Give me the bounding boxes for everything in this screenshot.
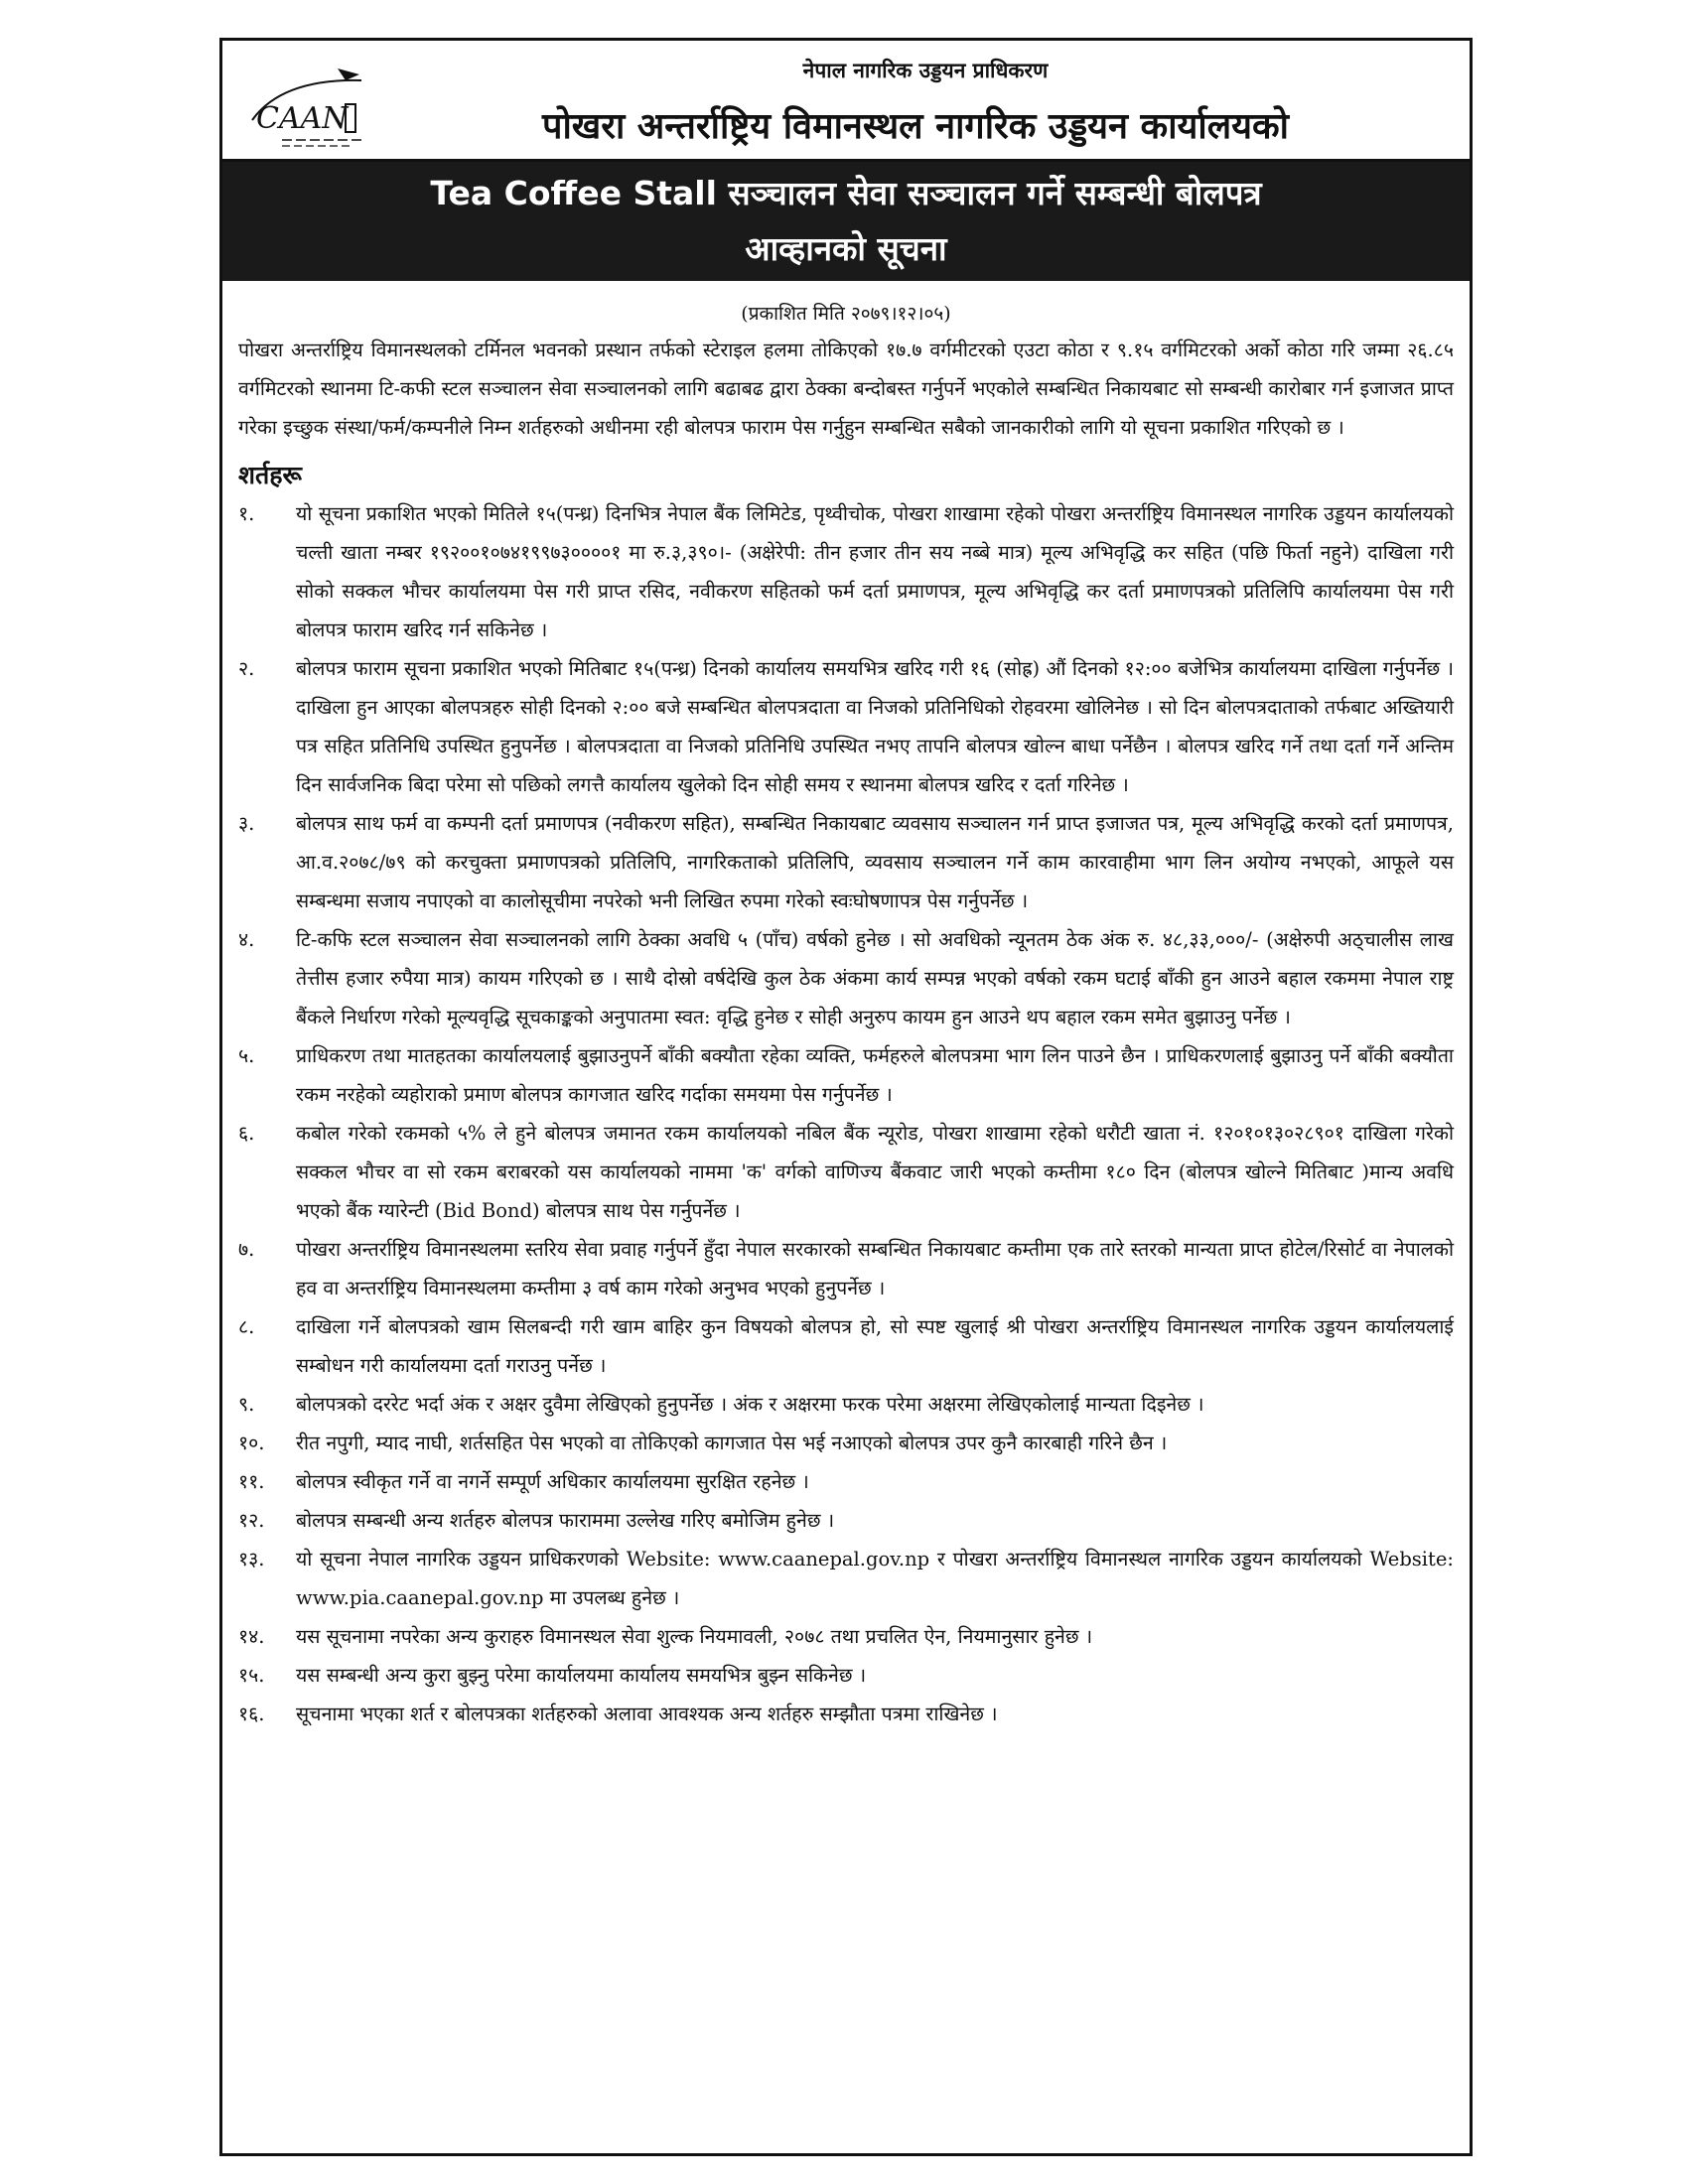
condition-text: सूचनामा भएका शर्त र बोलपत्रका शर्तहरुको अलावा आवश्यक अन्य शर्तहरु सम्झौता पत्रमा राखिनेछ ।: [296, 1703, 998, 1725]
condition-item: [238, 1501, 1454, 1540]
condition-text: यस सम्बन्धी अन्य कुरा बुझ्नु परेमा कार्यालयमा कार्यालय समयभित्र बुझ्न सकिनेछ ।: [296, 1664, 867, 1687]
condition-text: बोलपत्रको दररेट भर्दा अंक र अक्षर दुवैमा लेखिएको हुनुपर्नेछ । अंक र अक्षरमा फरक परेमा अक्षरमा लेखिएकोलाई मान्यता दिइनेछ ।: [296, 1393, 1204, 1416]
condition-item: [238, 1114, 1454, 1230]
condition-item: [238, 1385, 1454, 1424]
condition-text: यो सूचना नेपाल नागरिक उड्डयन प्राधिकरणको Website: www.caanepal.gov.np र पोखरा अन्तर्राष्ट्रिय विमानस्थल नागरिक उड्डयन कार्यालयको Website: www.pia.caanepal.gov.np मा उपलब्ध हुनेछ ।: [296, 1548, 1454, 1609]
condition-number: १२.: [238, 1509, 265, 1532]
svg-text:CAAN: CAAN: [256, 101, 349, 136]
condition-text: टि-कफि स्टल सञ्चालन सेवा सञ्चालनको लागि ठेक्का अवधि ५ (पाँच) वर्षको हुनेछ । सो अवधिको न्यूनतम ठेक अंक रु. ४८,३३,०००/- (अक्षेरुपी अठ्चालीस लाख तेत्तीस हजार रुपैया मात्र) कायम गरिएको छ । साथै दोस्रो वर्षदेखि कुल ठेक अंकमा कार्य सम्पन्न भएको वर्षको रकम घटाई बाँकी हुन आउने बहाल रकममा नेपाल राष्ट्र बैंकले निर्धारण गरेको मूल्यवृद्धि सूचकाङ्कको अनुपातमा स्वत: वृद्धि हुनेछ र सोही अनुरुप कायम हुन आउने थप बहाल रकम समेत बुझाउनु पर्नेछ ।: [296, 928, 1454, 1028]
condition-text: यो सूचना प्रकाशित भएको मितिले १५(पन्ध्र) दिनभित्र नेपाल बैंक लिमिटेड, पृथ्वीचोक, पोखरा शाखामा रहेको पोखरा अन्तर्राष्ट्रिय विमानस्थल नागरिक उड्डयन कार्यालयको चल्ती खाता नम्बर १९२००१०७४१९९७३००००१ मा रु.३,३९०।- (अक्षेरेपी: तीन हजार तीन सय नब्बे मात्र) मूल्य अभिवृद्धि कर सहित (पछि फिर्ता नहुने) दाखिला गरी सोको सक्कल भौचर कार्यालयमा पेस गरी प्राप्त रसिद, नवीकरण सहितको फर्म दर्ता प्रमाणपत्र, मूल्य अभिवृद्धि कर दर्ता प्रमाणपत्रको प्रतिलिपि कार्यालयमा पेस गरी बोलपत्र फाराम खरिद गर्न सकिनेछ ।: [296, 502, 1454, 641]
condition-text: बोलपत्र सम्बन्धी अन्य शर्तहरु बोलपत्र फाराममा उल्लेख गरिए बमोजिम हुनेछ ।: [296, 1509, 835, 1532]
condition-number: २.: [238, 657, 255, 680]
condition-text: पोखरा अन्तर्राष्ट्रिय विमानस्थलमा स्तरिय सेवा प्रवाह गर्नुपर्ने हुँदा नेपाल सरकारको सम्बन्धित निकायबाट कम्तीमा एक तारे स्तरको मान्यता प्राप्त होटेल/रिसोर्ट वा नेपालको हव वा अन्तर्राष्ट्रिय विमानस्थलमा कम्तीमा ३ वर्ष काम गरेको अनुभव भएको हुनुपर्नेछ ।: [296, 1238, 1454, 1299]
condition-number: ७.: [238, 1238, 255, 1261]
condition-number: ४.: [238, 928, 255, 951]
condition-text: बोलपत्र साथ फर्म वा कम्पनी दर्ता प्रमाणपत्र (नवीकरण सहित), सम्बन्धित निकायबाट व्यवसाय सञ्चालन गर्न प्राप्त इजाजत पत्र, मूल्य अभिवृद्धि करको दर्ता प्रमाणपत्र, आ.व.२०७८/७९ को करचुक्ता प्रमाणपत्रको प्रतिलिपि, नागरिकताको प्रतिलिपि, व्यवसाय सञ्चालन गर्ने काम कारवाहीमा भाग लिन अयोग्य नभएको, आफूले यस सम्बन्धमा सजाय नपाएको वा कालोसूचीमा नपरेको भनी लिखित रुपमा गरेको स्वःघोषणापत्र पेस गर्नुपर्नेछ ।: [296, 812, 1454, 912]
conditions-list: [238, 494, 1454, 1733]
condition-number: ११.: [238, 1470, 265, 1493]
title-banner: [222, 162, 1470, 281]
condition-item: [238, 1617, 1454, 1656]
condition-number: ८.: [238, 1315, 255, 1338]
condition-item: [238, 494, 1454, 649]
condition-text: कबोल गरेको रकमको ५% ले हुने बोलपत्र जमानत रकम कार्यालयको नबिल बैंक न्यूरोड, पोखरा शाखामा रहेको धरौटी खाता नं. १२०१०१३०२८९०१ दाखिला गरेको सक्कल भौचर वा सो रकम बराबरको यस कार्यालयको नाममा 'क' वर्गको वाणिज्य बैंकवाट जारी भएको कम्तीमा १८० दिन (बोलपत्र खोल्ने मितिबाट )मान्य अवधि भएको बैंक ग्यारेन्टी (Bid Bond) बोलपत्र साथ पेस गर्नुपर्नेछ ।: [296, 1122, 1454, 1222]
notice-body: [238, 297, 1454, 1733]
condition-text: बोलपत्र स्वीकृत गर्ने वा नगर्ने सम्पूर्ण अधिकार कार्यालयमा सुरक्षित रहनेछ ।: [296, 1470, 809, 1493]
authority-name: नेपाल नागरिक उड्डयन प्राधिकरण: [802, 59, 1049, 82]
intro-paragraph: पोखरा अन्तर्राष्ट्रिय विमानस्थलको टर्मिनल भवनको प्रस्थान तर्फको स्टेराइल हलमा तोकिएको १७.७ वर्गमीटरको एउटा कोठा र ९.१५ वर्गमिटरको अर्को कोठा गरि जम्मा २६.८५ वर्गमिटरको स्थानमा टि-कफी स्टल सञ्चालन सेवा सञ्चालनको लागि बढाबढ द्वारा ठेक्का बन्दोबस्त गर्नुपर्ने भएकोले सम्बन्धित निकायबाट सो सम्बन्धी कारोबार गर्न इजाजत प्राप्त गरेका इच्छुक संस्था/फर्म/कम्पनीले निम्न शर्तहरुको अधीनमा रही बोलपत्र फाराम पेस गर्नुहुन सम्बन्धित सबैको जानकारीको लागि यो सूचना प्रकाशित गरिएको छ ।: [238, 339, 1454, 439]
condition-number: १४.: [238, 1625, 265, 1648]
condition-text: यस सूचनामा नपरेका अन्य कुराहरु विमानस्थल सेवा शुल्क नियमावली, २०७८ तथा प्रचलित ऐन, नियमानुसार हुनेछ ।: [296, 1625, 1093, 1648]
condition-number: ६.: [238, 1122, 255, 1145]
title-line-1: Tea Coffee Stall सञ्चालन सेवा सञ्चालन गर्ने सम्बन्धी बोलपत्र: [430, 174, 1262, 212]
condition-text: बोलपत्र फाराम सूचना प्रकाशित भएको मितिबाट १५(पन्ध्र) दिनको कार्यालय समयभित्र खरिद गरी १६ (सोह्र) औं दिनको १२:०० बजेभित्र कार्यालयमा दाखिला गर्नुपर्नेछ । दाखिला हुन आएका बोलपत्रहरु सोही दिनको २:०० बजे सम्बन्धित बोलपत्रदाता वा निजको प्रतिनिधिको रोहवरमा खोलिनेछ । सो दिन बोलपत्रदाताको तर्फबाट अख्तियारी पत्र सहित प्रतिनिधि उपस्थित हुनुपर्नेछ । बोलपत्रदाता वा निजको प्रतिनिधि उपस्थित नभए तापनि बोलपत्र खोल्न बाधा पर्नेछैन । बोलपत्र खरिद गर्ने तथा दर्ता गर्ने अन्तिम दिन सार्वजनिक बिदा परेमा सो पछिको लगत्तै कार्यालय खुलेको दिन सोही समय र स्थानमा बोलपत्र खरिद र दर्ता गरिनेछ ।: [296, 657, 1454, 796]
condition-item: [238, 920, 1454, 1036]
condition-item: [238, 1462, 1454, 1501]
notice-frame: [219, 38, 1473, 2156]
condition-number: १०.: [238, 1432, 265, 1454]
condition-item: [238, 1656, 1454, 1695]
office-name: पोखरा अन्तर्राष्ट्रिय विमानस्थल नागरिक उड्डयन कार्यालयको: [542, 106, 1289, 147]
condition-item: [238, 1230, 1454, 1307]
condition-number: ९.: [238, 1393, 255, 1416]
condition-number: १३.: [238, 1548, 265, 1570]
condition-number: १.: [238, 502, 255, 525]
condition-item: [238, 1307, 1454, 1385]
condition-item: [238, 1540, 1454, 1617]
condition-item: [238, 804, 1454, 920]
condition-number: ५.: [238, 1044, 255, 1067]
notice-header: [222, 41, 1470, 162]
condition-number: ३.: [238, 812, 255, 835]
condition-number: १६.: [238, 1703, 265, 1725]
title-line-2: आव्हानको सूचना: [745, 229, 947, 268]
caan-logo: [242, 59, 381, 158]
condition-text: दाखिला गर्ने बोलपत्रको खाम सिलबन्दी गरी खाम बाहिर कुन विषयको बोलपत्र हो, सो स्पष्ट खुलाई श्री पोखरा अन्तर्राष्ट्रिय विमानस्थल नागरिक उड्डयन कार्यालयलाई सम्बोधन गरी कार्यालयमा दर्ता गराउनु पर्नेछ ।: [296, 1315, 1454, 1377]
condition-text: प्राधिकरण तथा मातहतका कार्यालयलाई बुझाउनुपर्ने बाँकी बक्यौता रहेका व्यक्ति, फर्महरुले बोलपत्रमा भाग लिन पाउने छैन । प्राधिकरणलाई बुझाउनु पर्ने बाँकी बक्यौता रकम नरहेको व्यहोराको प्रमाण बोलपत्र कागजात खरिद गर्दाका समयमा पेस गर्नुपर्नेछ ।: [296, 1044, 1454, 1106]
condition-item: [238, 1036, 1454, 1114]
conditions-heading: शर्तहरू: [238, 461, 302, 489]
condition-item: [238, 1695, 1454, 1733]
condition-item: [238, 1424, 1454, 1462]
condition-item: [238, 649, 1454, 804]
condition-text: रीत नपुगी, म्याद नाघी, शर्तसहित पेस भएको वा तोकिएको कागजात पेस भई नआएको बोलपत्र उपर कुनै कारबाही गरिने छैन ।: [296, 1432, 1168, 1454]
condition-number: १५.: [238, 1664, 265, 1687]
published-date: (प्रकाशित मिति २०७९।१२।०५): [741, 303, 951, 325]
